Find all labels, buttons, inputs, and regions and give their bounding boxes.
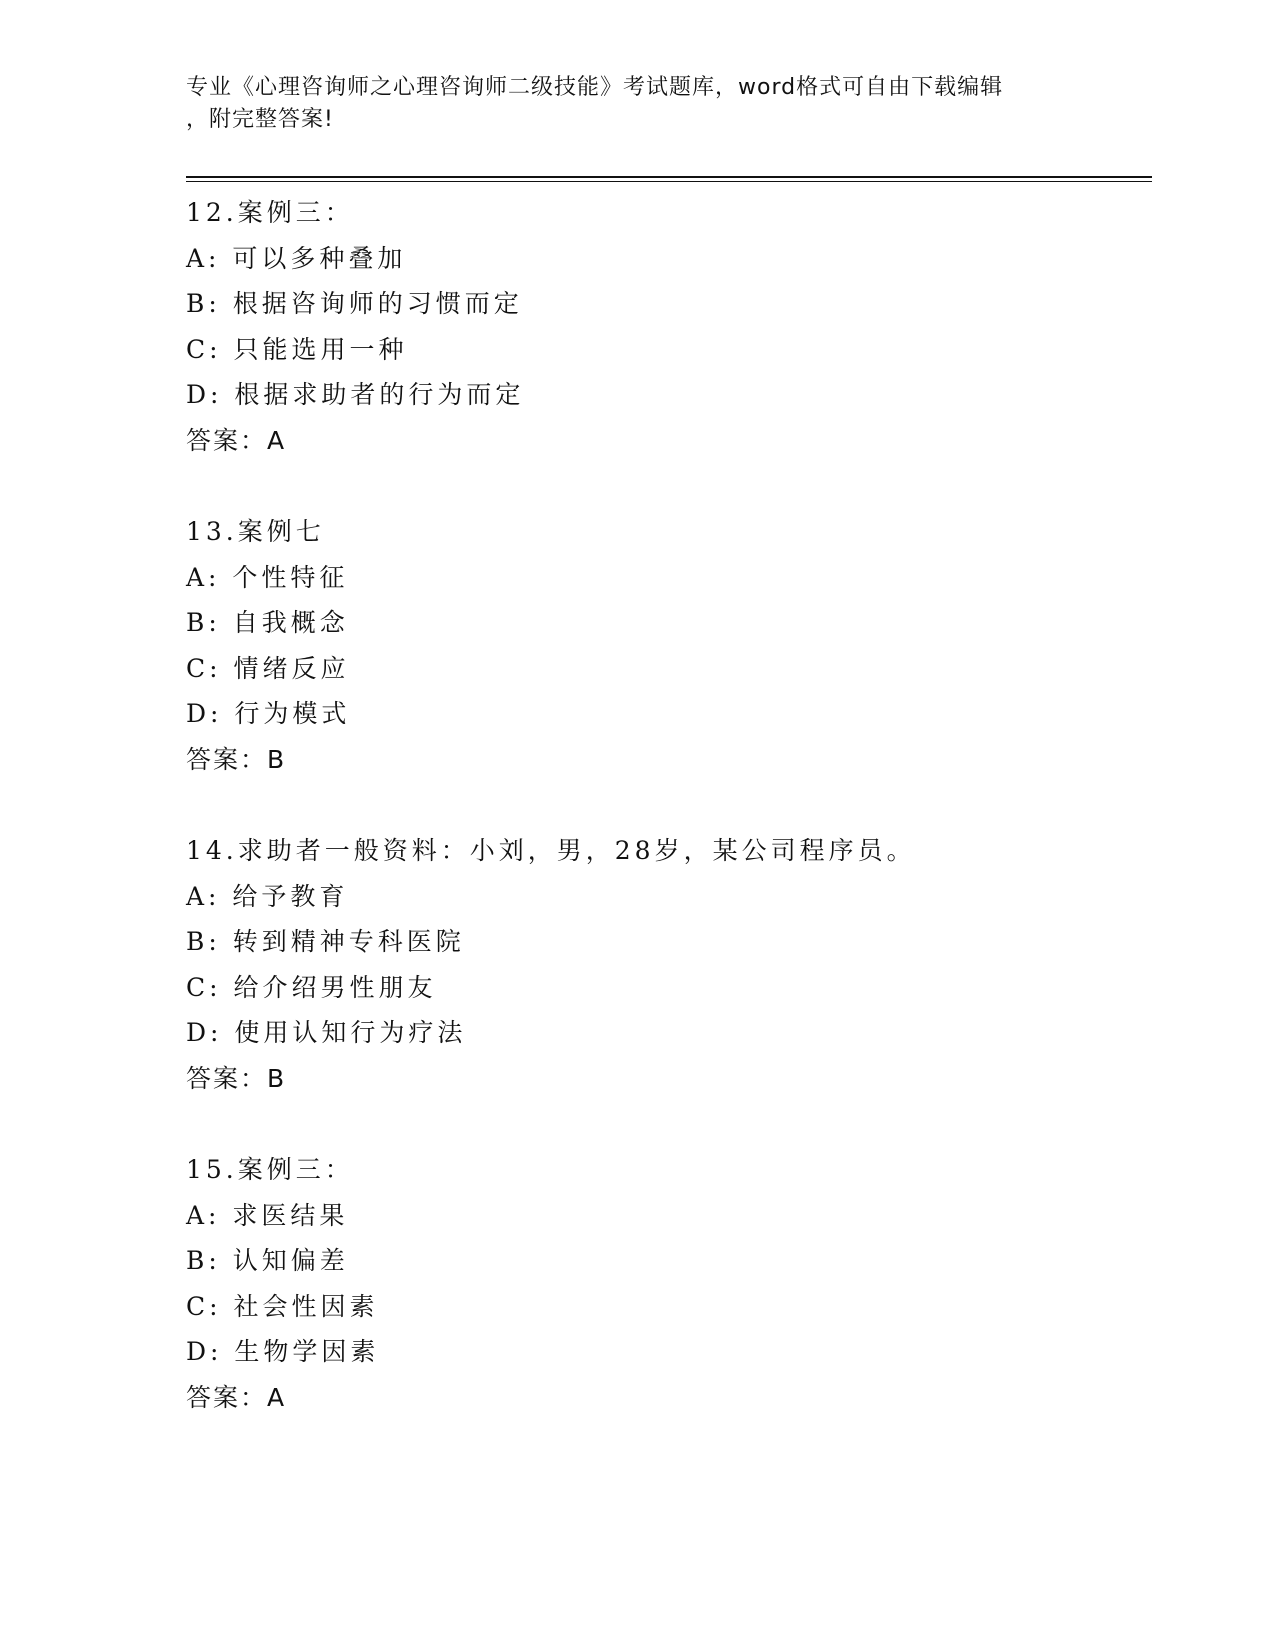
option-b: B: 转到精神专科医院	[186, 927, 465, 956]
question-15	[186, 1147, 1146, 1420]
header-line-2: ，附完整答案!	[186, 107, 334, 132]
header-line-1: 专业《心理咨询师之心理咨询师二级技能》考试题库，word格式可自由下载编辑	[186, 75, 1004, 100]
option-d: D: 使用认知行为疗法	[186, 1018, 467, 1047]
option-b: B: 自我概念	[186, 608, 349, 637]
question-list	[186, 190, 1146, 1466]
answer: 答案：B	[186, 1063, 287, 1093]
option-d: D: 行为模式	[186, 699, 351, 728]
option-d: D: 根据求助者的行为而定	[186, 380, 525, 409]
question-stem: 15.案例三：	[186, 1155, 354, 1184]
option-c: C: 只能选用一种	[186, 334, 408, 364]
answer: 答案：B	[186, 744, 287, 774]
option-d: D: 生物学因素	[186, 1337, 380, 1366]
option-a: A: 求医结果	[186, 1200, 349, 1230]
question-12	[186, 190, 1146, 463]
question-stem: 13.案例七	[186, 517, 325, 546]
option-b: B: 认知偏差	[186, 1246, 349, 1275]
option-b: B: 根据咨询师的习惯而定	[186, 289, 523, 318]
question-stem: 12.案例三：	[186, 198, 354, 227]
option-c: C: 给介绍男性朋友	[186, 972, 437, 1002]
document-header	[186, 72, 1066, 136]
question-13	[186, 509, 1146, 782]
header-divider	[186, 176, 1152, 182]
option-a: A: 个性特征	[186, 562, 349, 592]
question-14	[186, 828, 1146, 1101]
option-c: C: 情绪反应	[186, 653, 350, 683]
answer: 答案：A	[186, 425, 287, 455]
option-a: A: 可以多种叠加	[186, 243, 407, 273]
option-a: A: 给予教育	[186, 881, 349, 911]
option-c: C: 社会性因素	[186, 1291, 379, 1321]
answer: 答案：A	[186, 1382, 287, 1412]
question-stem: 14.求助者一般资料：小刘，男，28岁，某公司程序员。	[186, 836, 916, 865]
